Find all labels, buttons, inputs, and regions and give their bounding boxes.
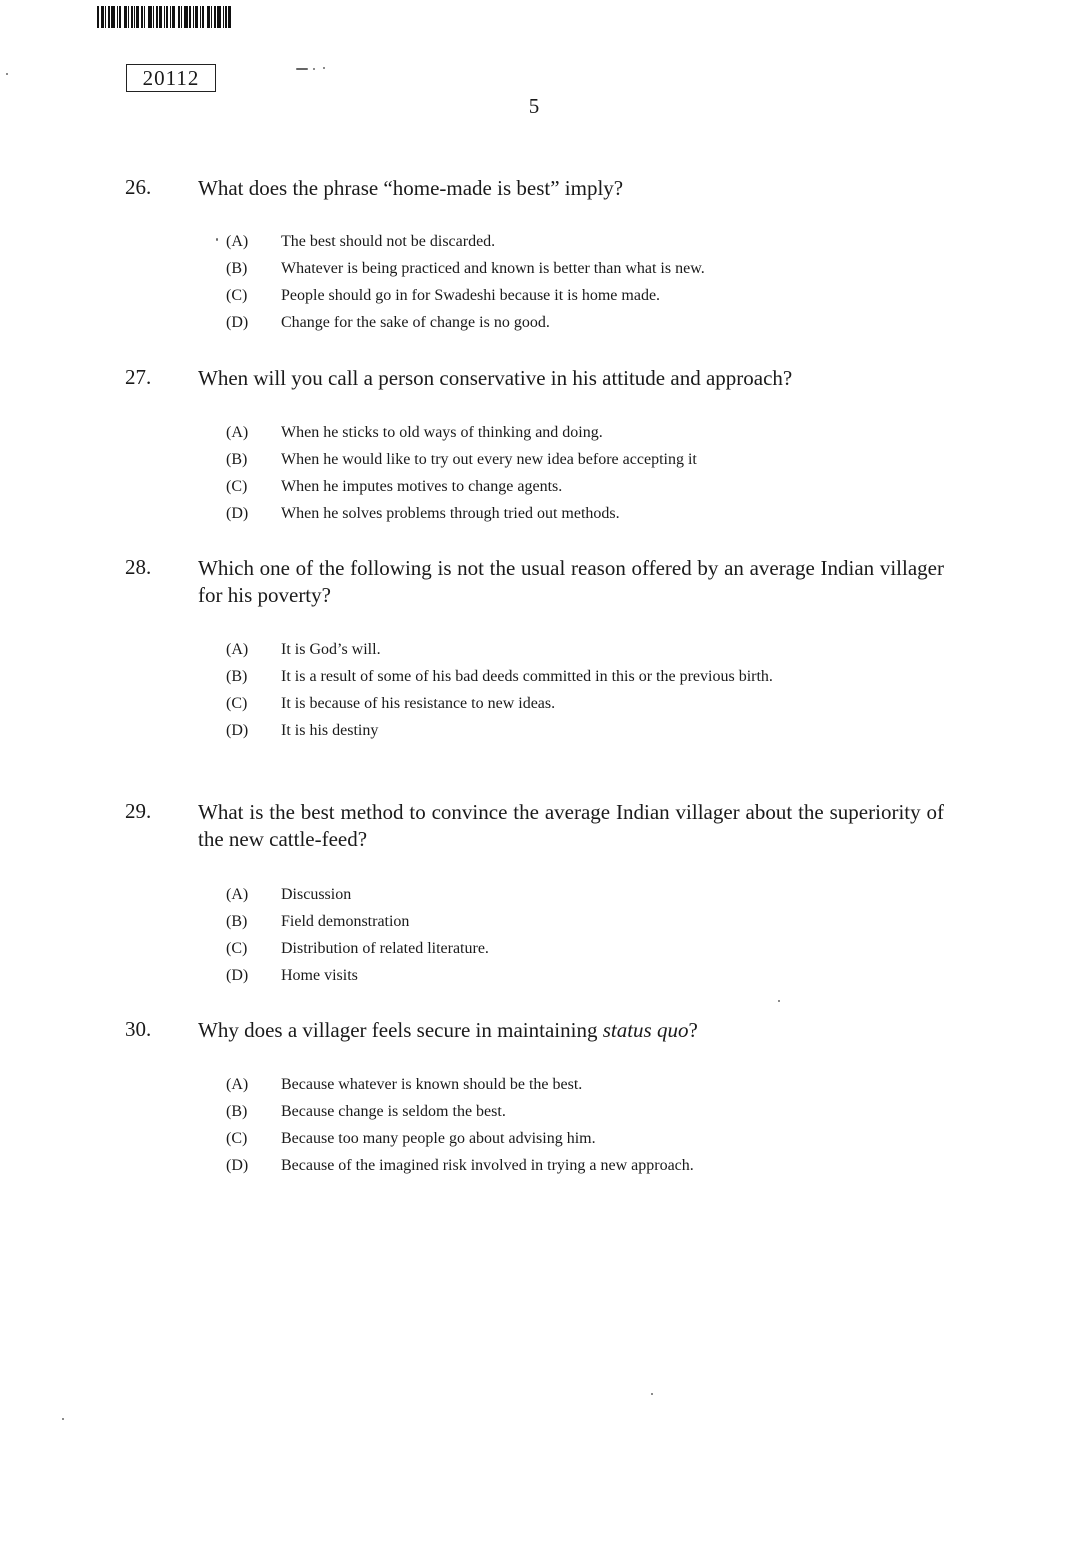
option-d xyxy=(226,717,946,744)
option-text: Discussion xyxy=(281,886,352,903)
option-d xyxy=(226,309,946,336)
question-text xyxy=(198,1017,944,1044)
option-b xyxy=(226,446,946,473)
question-number: 29. xyxy=(125,799,152,823)
option-label: (A) xyxy=(226,233,249,250)
question-number: 26. xyxy=(125,175,152,199)
option-c xyxy=(226,935,946,962)
option-text: It is God’s will. xyxy=(281,641,381,658)
option-c xyxy=(226,282,946,309)
option-label: (A) xyxy=(226,641,249,658)
option-label: (A) xyxy=(226,886,249,903)
scan-mark xyxy=(62,1418,64,1420)
scan-mark xyxy=(6,73,8,75)
option-text: It is his destiny xyxy=(281,722,379,739)
option-label: (B) xyxy=(226,260,248,277)
option-a xyxy=(226,881,946,908)
option-label: (B) xyxy=(226,451,248,468)
option-label: (B) xyxy=(226,668,248,685)
question-number: 27. xyxy=(125,365,152,389)
option-text: It is because of his resistance to new ideas. xyxy=(281,695,556,712)
option-c xyxy=(226,473,946,500)
option-text: It is a result of some of his bad deeds committed in this or the previous birth. xyxy=(281,668,773,685)
options-26 xyxy=(226,228,946,336)
option-text: Home visits xyxy=(281,967,358,984)
option-b xyxy=(226,908,946,935)
option-label: (C) xyxy=(226,287,248,304)
options-28 xyxy=(226,636,946,744)
question-text-italic: status quo xyxy=(602,1018,689,1042)
option-label: (C) xyxy=(226,940,248,957)
option-a xyxy=(226,1071,946,1098)
option-text: Change for the sake of change is no good. xyxy=(281,314,550,331)
option-a xyxy=(226,419,946,446)
option-text: Because too many people go about advising him. xyxy=(281,1130,596,1147)
option-text: When he would like to try out every new idea before accepting it xyxy=(281,451,697,468)
option-text: Because of the imagined risk involved in trying a new approach. xyxy=(281,1157,694,1174)
scan-mark xyxy=(216,238,218,241)
option-text: Distribution of related literature. xyxy=(281,940,489,957)
option-text: Because whatever is known should be the best. xyxy=(281,1076,583,1093)
scan-mark xyxy=(296,68,308,70)
scan-mark xyxy=(323,67,325,69)
question-text-start: Why does a villager feels secure in maintaining xyxy=(198,1018,603,1042)
option-text: Field demonstration xyxy=(281,913,410,930)
option-label: (D) xyxy=(226,314,249,331)
question-text: Which one of the following is not the usual reason offered by an average Indian villager for his poverty? xyxy=(198,556,944,607)
option-label: (C) xyxy=(226,695,248,712)
options-30 xyxy=(226,1071,946,1179)
scan-mark xyxy=(313,68,315,70)
option-label: (A) xyxy=(226,424,249,441)
question-text: What is the best method to convince the average Indian villager about the superiority of the new cattle-feed? xyxy=(198,800,944,851)
options-27 xyxy=(226,419,946,527)
option-text: People should go in for Swadeshi because it is home made. xyxy=(281,287,661,304)
option-text: Whatever is being practiced and known is better than what is new. xyxy=(281,260,705,277)
option-label: (B) xyxy=(226,913,248,930)
option-text: When he solves problems through tried out methods. xyxy=(281,505,620,522)
option-label: (D) xyxy=(226,1157,249,1174)
option-d xyxy=(226,500,946,527)
scan-mark xyxy=(778,1000,780,1002)
option-d xyxy=(226,1152,946,1179)
option-label: (C) xyxy=(226,1130,248,1147)
option-c xyxy=(226,690,946,717)
option-text: Because change is seldom the best. xyxy=(281,1103,506,1120)
option-a xyxy=(226,636,946,663)
paper-code: 20112 xyxy=(126,64,216,92)
option-label: (A) xyxy=(226,1076,249,1093)
option-label: (C) xyxy=(226,478,248,495)
option-label: (B) xyxy=(226,1103,248,1120)
option-a xyxy=(226,228,946,255)
option-b xyxy=(226,1098,946,1125)
option-label: (D) xyxy=(226,967,249,984)
option-text: When he sticks to old ways of thinking and doing. xyxy=(281,424,603,441)
question-number: 30. xyxy=(125,1017,152,1041)
barcode xyxy=(97,6,249,28)
option-text: When he imputes motives to change agents. xyxy=(281,478,563,495)
question-text: What does the phrase “home-made is best” imply? xyxy=(198,176,624,200)
option-c xyxy=(226,1125,946,1152)
page-number: 5 xyxy=(528,94,540,118)
option-label: (D) xyxy=(226,505,249,522)
option-text: The best should not be discarded. xyxy=(281,233,496,250)
question-number: 28. xyxy=(125,555,152,579)
option-b xyxy=(226,255,946,282)
question-text: When will you call a person conservative in his attitude and approach? xyxy=(198,366,793,390)
option-label: (D) xyxy=(226,722,249,739)
question-text-end: ? xyxy=(688,1018,698,1042)
option-b xyxy=(226,663,946,690)
options-29 xyxy=(226,881,946,989)
scan-mark xyxy=(651,1393,653,1395)
option-d xyxy=(226,962,946,989)
